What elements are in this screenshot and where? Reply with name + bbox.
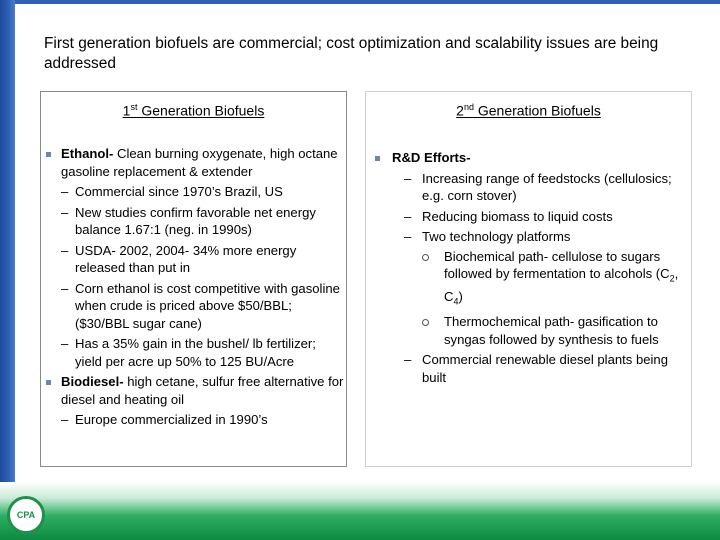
square-bullet-icon [46, 380, 51, 385]
sub-bullet: – Corn ethanol is cost competitive with gasoline when crude is priced above $50/BBL; ($30/BBL sugar cane) [61, 280, 340, 331]
slide-title: First generation biofuels are commercial; cost optimization and scalability issues are being addressed [44, 35, 659, 72]
biodiesel-sub-list [61, 411, 346, 429]
sub-bullet: – USDA- 2002, 2004- 34% more energy released than put in [61, 242, 297, 275]
platform-item-thermochemical: Thermochemical path- gasification to syngas followed by synthesis to fuels [422, 313, 691, 348]
sub-bullet: – Increasing range of feedstocks (cellulosics; e.g. corn stover) [404, 170, 672, 203]
ring-bullet-icon [422, 319, 429, 326]
biodiesel-label: Biodiesel- [61, 374, 124, 389]
sub-bullet: – Has a 35% gain in the bushel/ lb fertilizer; yield per acre up 50% to 125 BU/Acre [61, 336, 316, 369]
top-rule [15, 0, 720, 4]
sub-bullet: – Reducing biomass to liquid costs [404, 208, 613, 224]
ethanol-description: Clean burning oxygenate, high octane gasoline replacement & extender [61, 146, 338, 179]
second-generation-panel [365, 91, 692, 467]
ethanol-sub-list [61, 183, 346, 370]
left-accent-bar [0, 0, 15, 540]
rd-efforts-bullet [366, 149, 691, 386]
platform-item-biochemical: Biochemical path- cellulose to sugars followed by fermentation to alcohols ($C_2$, $C_4$) [422, 248, 691, 312]
second-generation-heading: 2nd Generation Biofuels [456, 102, 601, 119]
square-bullet-icon [46, 152, 51, 157]
square-bullet-icon [375, 156, 380, 161]
biodiesel-description: high cetane, sulfur free alternative for diesel and heating oil [61, 374, 344, 407]
ring-bullet-icon [422, 254, 429, 261]
second-generation-list [366, 149, 691, 389]
sub-bullet: – Europe commercialized in 1990’s [61, 412, 268, 427]
biodiesel-bullet [41, 373, 346, 429]
rd-efforts-label: R&D Efforts- [392, 150, 471, 165]
sub-bullet: – New studies confirm favorable net energy balance 1.67:1 (neg. in 1990s) [61, 204, 316, 237]
sub-bullet: – Commercial renewable diesel plants being built [404, 352, 669, 385]
first-generation-list [41, 145, 346, 432]
sub-bullet: – Commercial since 1970’s Brazil, US [61, 184, 283, 199]
company-logo: CPA [7, 496, 45, 534]
platform-list [422, 248, 691, 349]
ethanol-bullet [41, 145, 346, 370]
first-generation-heading: 1st Generation Biofuels [122, 102, 265, 119]
rd-efforts-sub-list [392, 170, 691, 387]
ethanol-label: Ethanol- [61, 146, 114, 161]
sub-bullet: – Two technology platforms Biochemical path- cellulose to sugars followed by fermentation to alcohols ($C_2$, $C_4$) Thermochemical path- gasification to syngas followed by synthesis to fuels [392, 228, 691, 348]
first-generation-panel [40, 91, 347, 467]
footer-band [0, 482, 720, 540]
